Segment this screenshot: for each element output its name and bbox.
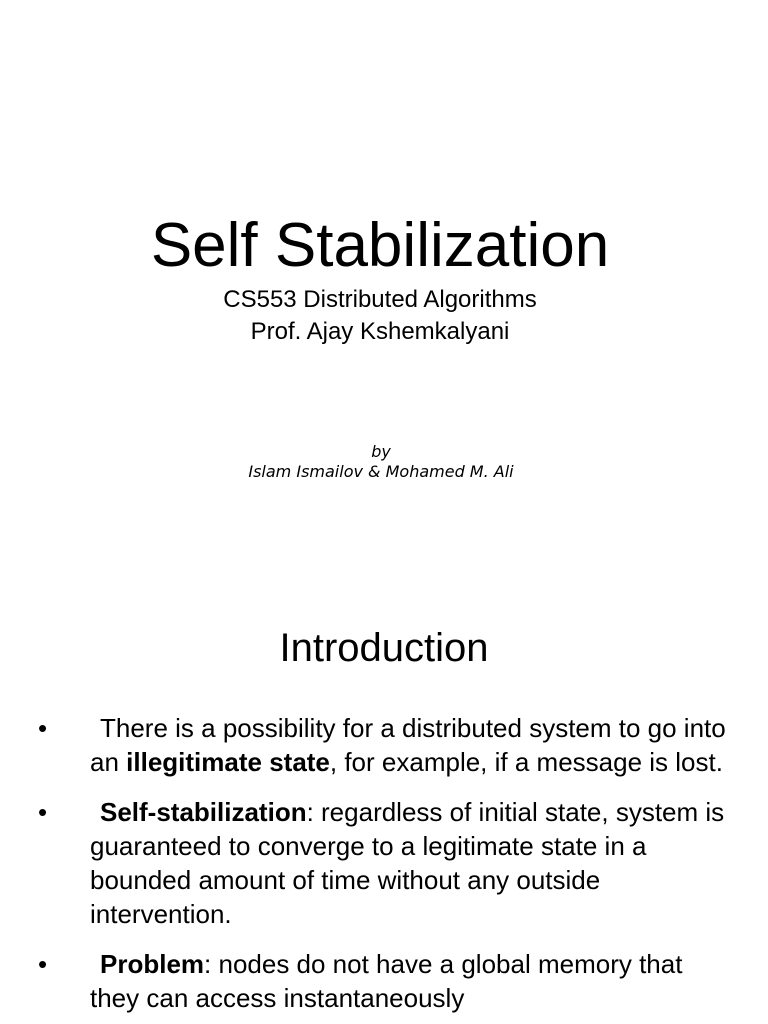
bullet-text — [90, 713, 726, 777]
bullet-trailing-text: , for example, if a message is lost. — [329, 747, 723, 777]
introduction-slide — [0, 580, 768, 1024]
bullet-bold-term: Problem — [100, 949, 205, 979]
bullet-text — [90, 949, 682, 1013]
bullet-icon: • — [38, 797, 48, 827]
slide-title: Self Stabilization — [150, 211, 610, 280]
section-heading: Introduction — [279, 626, 489, 670]
slide-subtitle — [0, 284, 760, 348]
bullet-lead-text: There is a possibility for a distributed system to go into an — [90, 713, 726, 777]
author-names: Islam Ismailov & Mohamed M. Ali — [248, 462, 514, 481]
bullet-icon: • — [38, 949, 48, 979]
list-item — [0, 711, 768, 779]
bullet-text — [90, 797, 724, 929]
professor-name: Prof. Ajay Kshemkalyani — [250, 318, 510, 345]
list-item — [0, 795, 768, 931]
bullet-bold-term: Self-stabilization — [100, 797, 307, 827]
authors-block — [0, 442, 762, 482]
course-name: CS553 Distributed Algorithms — [223, 286, 537, 313]
list-item — [0, 947, 768, 1015]
bullet-trailing-text: : nodes do not have a global memory that they can access instantaneously — [90, 949, 683, 1013]
bullet-list — [0, 711, 768, 1024]
bullet-trailing-text: : regardless of initial state, system is guaranteed to converge to a legitimate state in a bounded amount of time without any outside intervention. — [90, 797, 725, 929]
by-label: by — [371, 442, 391, 461]
bullet-icon: • — [38, 713, 48, 743]
bullet-bold-term: illegitimate state — [126, 747, 330, 777]
